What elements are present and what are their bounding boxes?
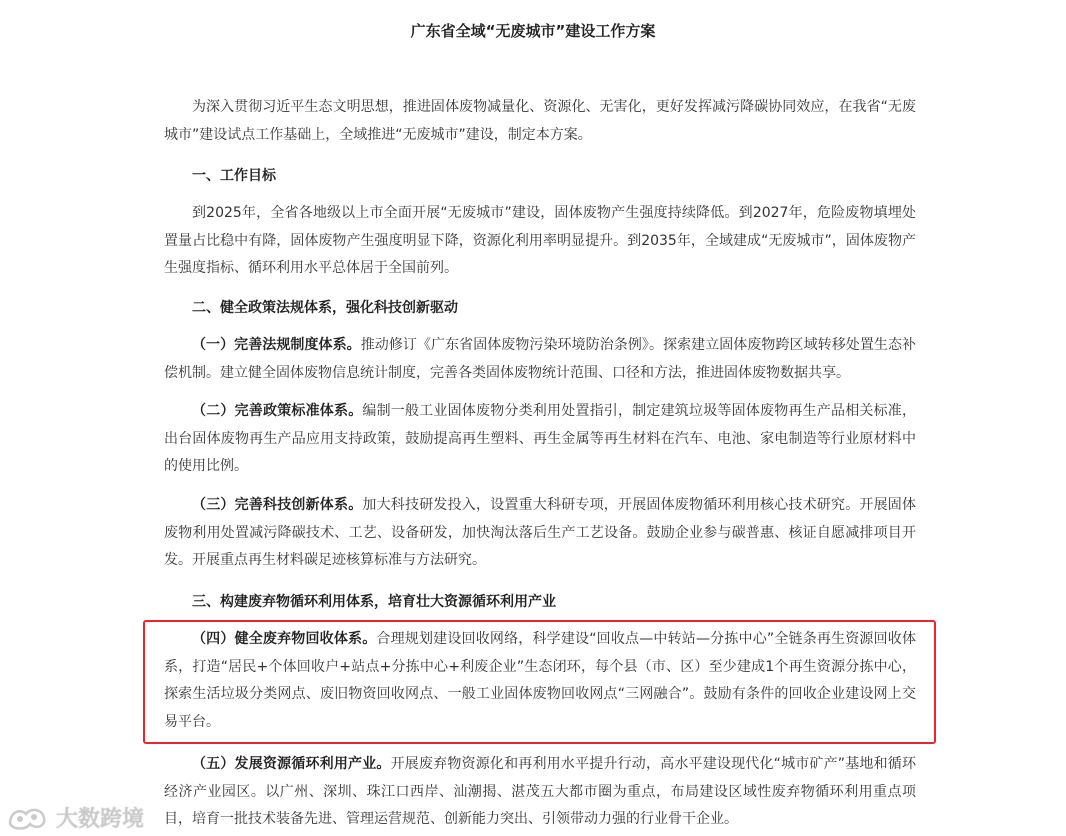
item-3-paragraph: [164, 492, 916, 575]
section-1-body: 到2025年，全省各地级以上市全面开展“无废城市”建设，固体废物产生强度持续降低。到2027年，危险废物填埋处置量占比稳中有降，固体废物产生强度明显下降，资源化利用率明显提升。到2035年，全域建成“无废城市”，固体废物产生强度指标、循环利用水平总体居于全国前列。: [164, 205, 916, 276]
document-title: 广东省全域“无废城市”建设工作方案: [410, 22, 656, 40]
section-1-heading: 一、工作目标: [192, 168, 276, 184]
intro-paragraph: 为深入贯彻习近平生态文明思想，推进固体废物减量化、资源化、无害化，更好发挥减污降碳协同效应，在我省“无废城市”建设试点工作基础上，全域推进“无废城市”建设，制定本方案。: [164, 99, 916, 143]
item-1-paragraph: [164, 332, 916, 387]
item-3-label: （三）完善科技创新体系。: [192, 497, 363, 513]
item-3-text: 加大科技研发投入，设置重大科研专项，开展固体废物循环利用核心技术研究。开展固体废物利用处置减污降碳技术、工艺、设备研发，加快淘汰落后生产工艺设备。鼓励企业参与碳普惠、核证自愿减排项目开发。开展重点再生材料碳足迹核算标准与方法研究。: [164, 497, 917, 568]
item-2-label: （二）完善政策标准体系。: [192, 403, 363, 419]
item-2-text: 编制一般工业固体废物分类利用处置指引，制定建筑垃圾等固体废物再生产品相关标准，出台固体废物再生产品应用支持政策，鼓励提高再生塑料、再生金属等再生材料在汽车、电池、家电制造等行业原材料中的使用比例。: [164, 403, 917, 474]
item-5-paragraph: [164, 751, 916, 834]
section-3-heading: 三、构建废弃物循环利用体系，培育壮大资源循环利用产业: [192, 594, 556, 610]
item-1-text: 推动修订《广东省固体废物污染环境防治条例》。探索建立固体废物跨区域转移处置生态补偿机制。建立健全固体废物信息统计制度，完善各类固体废物统计范围、口径和方法，推进固体废物数据共享。: [164, 337, 917, 381]
item-5-label: （五）发展资源循环利用产业。: [192, 756, 391, 772]
item-2-paragraph: [164, 398, 916, 481]
item-1-label: （一）完善法规制度体系。: [192, 337, 361, 353]
item-5-text: 开展废弃物资源化和再利用水平提升行动，高水平建设现代化“城市矿产”基地和循环经济产业园区。以广州、深圳、珠江口西岸、汕潮揭、湛茂五大都市圈为重点，布局建设区域性废弃物循环利用重点项目，培育一批技术装备先进、管理运营规范、创新能力突出、引领带动力强的行业骨干企业。: [164, 756, 916, 827]
section-2-heading: 二、健全政策法规体系，强化科技创新驱动: [192, 300, 458, 316]
watermark-logo-icon: [6, 802, 50, 832]
watermark-text: 大数跨境: [56, 806, 145, 832]
item-4-paragraph: [164, 626, 916, 736]
item-4-text: 合理规划建设回收网络，科学建设“回收点—中转站—分拣中心”全链条再生资源回收体系，打造“居民+个体回收户+站点+分拣中心+利废企业”生态闭环，每个县（市、区）至少建成1个再生资源分拣中心，探索生活垃圾分类网点、废旧物资回收网点、一般工业固体废物回收网点“三网融合”。鼓励有条件的回收企业建设网上交易平台。: [164, 631, 916, 730]
item-4-label: （四）健全废弃物回收体系。: [192, 631, 377, 647]
watermark: [6, 800, 144, 834]
